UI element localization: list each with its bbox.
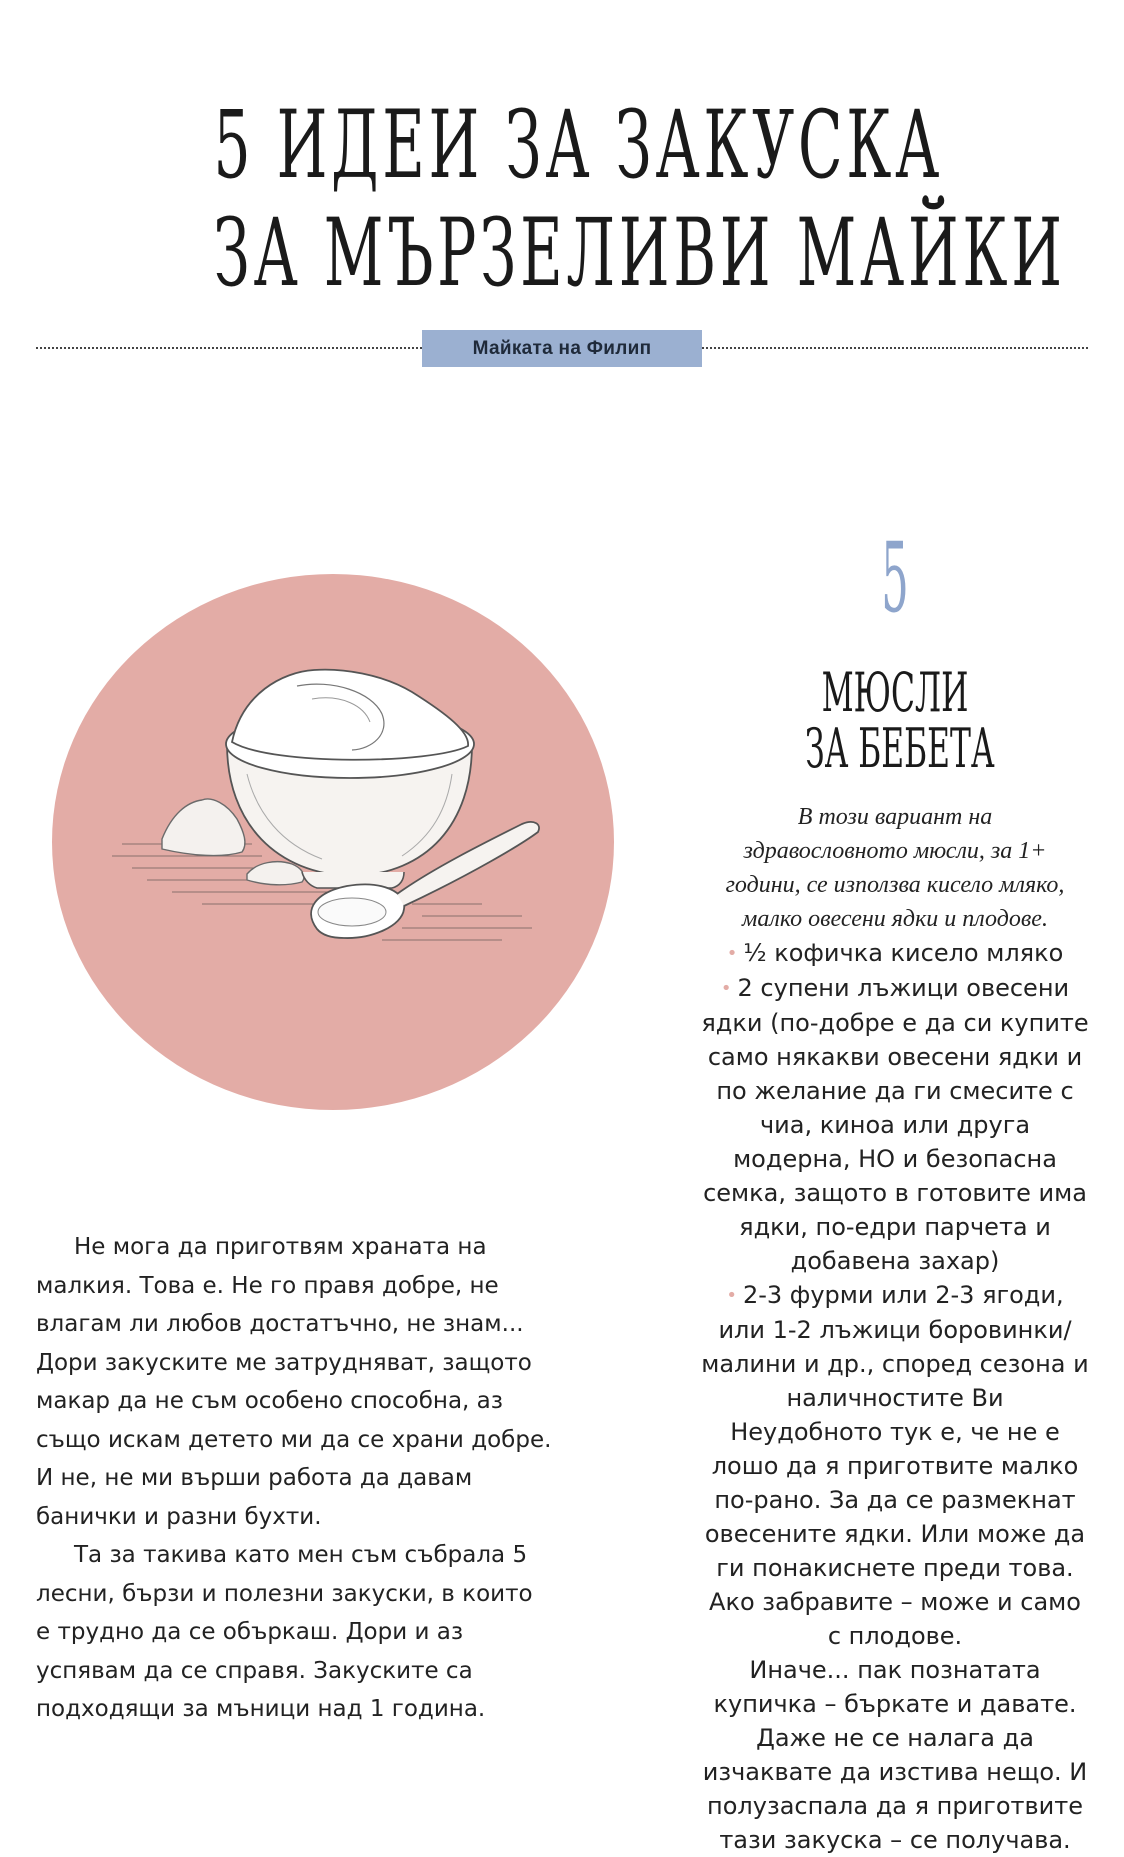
- recipe-note-2: Иначе... пак познатата купичка – бъркате и давате. Даже не се налага да изчаквате да изстива нещо. И полузаспала да я приготвите тази закуска – се получава.: [702, 1656, 1088, 1854]
- ingredient-text: ½ кофичка кисело мляко: [743, 939, 1064, 967]
- ingredient-item: [700, 1278, 1090, 1415]
- ingredient-text: 2-3 фурми или 2-3 ягоди, или 1-2 лъжици боровинки/малини и др., според сезона и наличностите Ви: [701, 1281, 1089, 1412]
- article-title: [213, 91, 1066, 308]
- recipe-title: [805, 661, 995, 780]
- divider-right: [702, 347, 1088, 349]
- ingredient-text: 2 супени лъжици овесени ядки (по-добре е да си купите само някакви овесени ядки и по желание да ги смесите с чиа, киноа или друга модерна, НО и безопасна семка, защото в готовите има ядки, по-едри парчета и добавена захар): [701, 974, 1089, 1275]
- bullet-dot: •: [726, 943, 738, 964]
- body-paragraph-1: Не мога да приготвям храната на малкия. Това е. Не го правя добре, не влагам ли любов достатъчно, не знам... Дори закуските ме затрудняват, защото макар да не съм особено способна, аз също искам детето ми да се храни добре. И не, не ми върши работа да давам банички и разни бухти.: [36, 1234, 552, 1530]
- recipe-intro: В този вариант на здравословното мюсли, за 1+ години, се използва кисело мляко, малко овесени ядки и плодове.: [725, 804, 1065, 932]
- recipe-column: [700, 800, 1090, 1857]
- title-line-2: ЗА МЪРЗЕЛИВИ МАЙКИ: [213, 199, 1066, 308]
- recipe-note-1: Неудобното тук е, че не е лошо да я приготвите малко по-рано. За да се размекнат овесените ядки. Или може да ги понакиснете преди това. Ако забравите – може и само с плодове.: [704, 1418, 1086, 1650]
- article-body: [36, 1228, 554, 1729]
- ingredient-item: [700, 936, 1090, 971]
- body-paragraph-2: Та за такива като мен съм събрала 5 лесни, бързи и полезни закуски, в които е трудно да се объркаш. Дори и аз успявам да се справя. Закуските са подходящи за мъници над 1 година.: [36, 1542, 533, 1722]
- author-tag: Майката на Филип: [422, 330, 702, 367]
- bowl-and-spoon-illustration: [52, 574, 614, 1110]
- bullet-dot: •: [720, 978, 732, 999]
- ingredient-item: [700, 971, 1090, 1278]
- bullet-dot: •: [726, 1285, 737, 1306]
- divider-left: [36, 347, 422, 349]
- recipe-title-line-2: ЗА БЕБЕТА: [805, 717, 995, 780]
- recipe-title-line-1: МЮСЛИ: [821, 661, 969, 724]
- title-line-1: 5 ИДЕИ ЗА ЗАКУСКА: [213, 91, 943, 200]
- recipe-number: 5: [881, 522, 909, 634]
